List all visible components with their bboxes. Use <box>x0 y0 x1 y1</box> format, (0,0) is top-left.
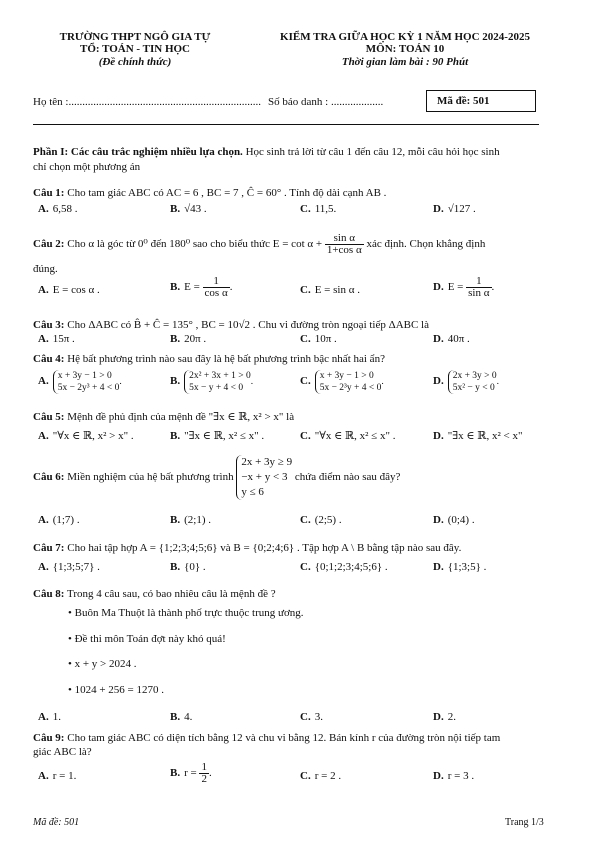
option-label: B. <box>170 203 181 215</box>
numerator: 1 <box>203 276 230 288</box>
option-label: D. <box>433 203 444 215</box>
option-label: A. <box>38 203 49 215</box>
part1-instr-1: Học sinh trả lời từ câu 1 đến câu 12, mỗi câu hỏi học sinh <box>242 146 500 158</box>
exam-time: Thời gian làm bài : 90 Phút <box>341 56 469 68</box>
numerator: 1 <box>466 276 491 288</box>
inequality-system <box>315 370 382 394</box>
numerator: sin α <box>325 233 364 245</box>
option-label: A. <box>38 375 49 388</box>
inequality: 2x² + 3x + 1 > 0 <box>189 371 251 381</box>
option-5a <box>38 429 134 442</box>
inequality: 5x − 2³y + 4 < 0 <box>319 383 382 393</box>
option-9d <box>433 770 474 782</box>
option-8d <box>433 711 456 723</box>
option-5d <box>433 429 522 442</box>
inequality: 2x + 3y > 0 <box>452 371 497 381</box>
question-number: Câu 1: <box>33 187 65 199</box>
option-label: D. <box>433 711 444 723</box>
option-label: D. <box>433 333 444 345</box>
option-text: 2. <box>447 711 456 723</box>
option-label: C. <box>300 333 311 345</box>
option-4b: B. 2x² + 3x + 1 > 0 5x − y + 4 < 0 . <box>170 371 254 393</box>
option-label: C. <box>300 561 311 573</box>
option-8a <box>38 711 61 723</box>
option-4c: C. x + 3y − 1 > 0 5x − 2³y + 4 < 0 . <box>300 371 384 393</box>
option-label: D. <box>433 430 444 442</box>
fraction <box>466 276 491 299</box>
option-text: "∃x ∈ ℝ, x² < x" <box>447 430 523 442</box>
option-text: (1;7) . <box>52 514 80 526</box>
question-number: Câu 4: <box>33 353 65 365</box>
option-label: A. <box>38 711 49 723</box>
denominator: sin α <box>468 287 490 299</box>
option-label: D. <box>433 281 444 294</box>
option-4d: D. 2x + 3y > 0 5x² − y < 0 . <box>433 371 500 393</box>
option-text: 20π . <box>184 333 207 345</box>
option-text: 15π . <box>52 333 75 345</box>
option-7c <box>300 561 388 573</box>
question-text: Miền nghiệm của hệ bất phương trình <box>67 471 234 484</box>
option-text: E = sin α . <box>314 284 360 296</box>
name-field: Họ tên :...................................................................... <box>33 96 261 108</box>
option-7d <box>433 561 486 573</box>
option-7a <box>38 561 100 573</box>
numerator: 1 <box>201 761 207 773</box>
option-label: B. <box>170 514 181 526</box>
option-2d: D. E = $\frac{1}{\text{sin α}}$ . <box>433 275 495 299</box>
question-text-cont: chứa điểm nào sau đây? <box>294 471 401 484</box>
inequality-system <box>184 370 251 394</box>
inequality: 2x + 3y ≥ 9 <box>241 456 293 468</box>
inequality: x + 3y − 1 > 0 <box>319 371 374 381</box>
question-number: Câu 9: <box>33 732 65 744</box>
question-text: Cho ΔABC có B̂ + Ĉ = 135° , BC = 10√2 . Chu vi đường tròn ngoại tiếp ΔABC là <box>67 319 429 331</box>
statement-2: • Đề thi môn Toán đợt này khó quá! <box>68 633 226 645</box>
student-id-field: Số báo danh : ................... <box>268 96 384 108</box>
page-number: Trang 1/3 <box>505 817 544 828</box>
option-text: E = <box>447 281 464 294</box>
option-text: {1;3;5} . <box>447 561 487 573</box>
inequality: 5x − y + 4 < 0 <box>189 383 244 393</box>
option-label: B. <box>170 430 181 442</box>
option-9c <box>300 770 341 782</box>
option-text: (2;1) . <box>184 514 211 526</box>
option-1d <box>433 203 476 215</box>
option-label: B. <box>170 375 181 388</box>
question-text: Cho tam giác ABC có AC = 6 , BC = 7 , Ĉ = 60° . Tính độ dài cạnh AB . <box>67 187 387 199</box>
option-text: 10π . <box>314 333 337 345</box>
option-label: C. <box>300 284 311 296</box>
option-label: B. <box>170 561 181 573</box>
option-3a <box>38 333 75 345</box>
option-label: D. <box>433 375 444 388</box>
option-4a: A. x + 3y − 1 > 0 5x − 2y³ + 4 < 0 . <box>38 371 122 393</box>
option-label: A. <box>38 333 49 345</box>
exam-code-box: Mã đề: 501 <box>426 90 536 112</box>
option-2a <box>38 284 100 296</box>
option-label: C. <box>300 770 311 782</box>
exam-title: KIỂM TRA GIỮA HỌC KỲ 1 NĂM HỌC 2024-2025 <box>280 31 530 43</box>
option-label: D. <box>433 770 444 782</box>
statement-3: • x + y > 2024 . <box>68 658 137 670</box>
question-6 <box>33 455 553 500</box>
question-text: Trong 4 câu sau, có bao nhiêu câu là mệnh đề ? <box>67 588 276 600</box>
option-1c <box>300 203 336 215</box>
option-text: 1. <box>52 711 61 723</box>
option-label: C. <box>300 375 311 388</box>
question-7 <box>33 541 553 555</box>
question-9 <box>33 731 553 745</box>
option-5c <box>300 429 395 442</box>
official-label: (Đề chính thức) <box>98 56 172 68</box>
school-name: TRƯỜNG THPT NGÔ GIA TỰ <box>59 31 211 43</box>
statement-1: • Buôn Ma Thuột là thành phố trực thuộc trung ương. <box>68 607 304 619</box>
option-label: D. <box>433 514 444 526</box>
question-2-cont: đúng. <box>33 263 58 275</box>
option-text: r = 3 . <box>447 770 475 782</box>
question-3 <box>33 318 553 332</box>
option-3b <box>170 333 206 345</box>
option-text: {0} . <box>184 561 206 573</box>
question-9-cont: giác ABC là? <box>33 746 92 758</box>
option-text: "∃x ∈ ℝ, x² ≤ x" . <box>184 430 265 442</box>
option-text: "∀x ∈ ℝ, x² ≤ x" . <box>314 430 396 442</box>
option-label: D. <box>433 561 444 573</box>
question-4 <box>33 352 553 366</box>
option-text: 3. <box>314 711 323 723</box>
option-text: (2;5) . <box>314 514 342 526</box>
option-6b <box>170 514 211 526</box>
option-3c <box>300 333 337 345</box>
option-label: B. <box>170 767 181 780</box>
option-label: C. <box>300 430 311 442</box>
option-2c <box>300 284 360 296</box>
option-5b <box>170 429 264 442</box>
question-2 <box>33 233 553 256</box>
option-text: 40π . <box>447 333 470 345</box>
denominator: cos α <box>204 287 228 299</box>
statement-4: • 1024 + 256 = 1270 . <box>68 684 165 696</box>
question-number: Câu 3: <box>33 319 65 331</box>
option-9a <box>38 770 76 782</box>
option-text: √43 . <box>184 203 207 215</box>
inequality-system <box>448 370 497 394</box>
fraction <box>325 233 364 256</box>
department: TỔ: TOÁN - TIN HỌC <box>79 43 191 55</box>
inequality: 5x − 2y³ + 4 < 0 <box>57 383 120 393</box>
inequality-system <box>236 455 292 500</box>
question-number: Câu 2: <box>33 238 65 251</box>
option-text: E = cos α . <box>52 284 100 296</box>
inequality: −x + y < 3 <box>241 471 288 483</box>
question-text: Cho tam giác ABC có diện tích bằng 12 và chu vi bằng 12. Bán kính r của đường tròn nội tiếp tam <box>67 732 501 744</box>
option-text: "∀x ∈ ℝ, x² > x" . <box>52 430 134 442</box>
option-label: A. <box>38 514 49 526</box>
option-text: √127 . <box>447 203 476 215</box>
option-7b <box>170 561 206 573</box>
option-text: {0;1;2;3;4;5;6} . <box>314 561 388 573</box>
option-text: 4. <box>184 711 193 723</box>
inequality: y ≤ 6 <box>241 486 264 498</box>
header-divider <box>33 124 539 125</box>
fraction <box>203 276 230 299</box>
option-label: A. <box>38 770 49 782</box>
question-number: Câu 5: <box>33 411 65 423</box>
question-1 <box>33 186 553 200</box>
option-label: C. <box>300 203 311 215</box>
option-9b: B. r = $\frac{1}{2}$ . <box>170 761 212 785</box>
option-text: E = <box>184 281 200 294</box>
option-label: C. <box>300 711 311 723</box>
inequality-system <box>53 370 120 394</box>
option-text: {1;3;5;7} . <box>52 561 100 573</box>
question-number: Câu 6: <box>33 471 65 484</box>
question-text: Mệnh đề phủ định của mệnh đề "∃x ∈ ℝ, x² > x" là <box>67 411 295 423</box>
option-text: r = 2 . <box>314 770 342 782</box>
option-6d <box>433 514 475 526</box>
option-8b <box>170 711 192 723</box>
question-text: Cho hai tập hợp A = {1;2;3;4;5;6} và B = {0;2;4;6} . Tập hợp A \ B bằng tập nào sau đây. <box>67 542 462 554</box>
option-2b: B. E = $\frac{1}{\text{cos α}}$ . <box>170 275 233 299</box>
option-text: 11,5. <box>314 203 337 215</box>
denominator: 1+cos α <box>326 244 362 256</box>
part1-title: Phần I: Các câu trắc nghiệm nhiều lựa chọn. <box>33 146 243 158</box>
question-number: Câu 7: <box>33 542 65 554</box>
option-label: C. <box>300 514 311 526</box>
option-6a <box>38 514 80 526</box>
question-5 <box>33 410 553 424</box>
option-label: A. <box>38 284 49 296</box>
question-number: Câu 8: <box>33 588 65 600</box>
option-1a <box>38 203 77 215</box>
option-label: A. <box>38 430 49 442</box>
subject: MÔN: TOÁN 10 <box>365 43 445 55</box>
inequality: x + 3y − 1 > 0 <box>57 371 112 381</box>
question-text: Hệ bất phương trình nào sau đây là hệ bất phương trình bậc nhất hai ẩn? <box>67 353 385 365</box>
question-8 <box>33 587 553 601</box>
denominator: 2 <box>201 773 207 785</box>
option-3d <box>433 333 470 345</box>
option-text: 6,58 . <box>52 203 78 215</box>
footer-exam-code: Mã đề: 501 <box>33 817 80 828</box>
option-text: r = <box>184 767 197 780</box>
option-6c <box>300 514 342 526</box>
inequality: 5x² − y < 0 <box>452 383 495 393</box>
fraction <box>199 762 209 785</box>
option-label: A. <box>38 561 49 573</box>
part1-instr-2: chỉ chọn một phương án <box>33 161 141 173</box>
option-text: (0;4) . <box>447 514 475 526</box>
option-8c <box>300 711 323 723</box>
option-label: B. <box>170 711 181 723</box>
question-text: Cho α là góc từ 0⁰ đến 180⁰ sao cho biểu thức E = cot α + <box>67 238 323 251</box>
part1-instructions <box>33 145 553 159</box>
option-text: r = 1. <box>52 770 77 782</box>
question-text-cont: xác định. Chọn khẳng định <box>366 238 486 251</box>
option-label: B. <box>170 281 181 294</box>
option-label: B. <box>170 333 181 345</box>
option-1b <box>170 203 207 215</box>
